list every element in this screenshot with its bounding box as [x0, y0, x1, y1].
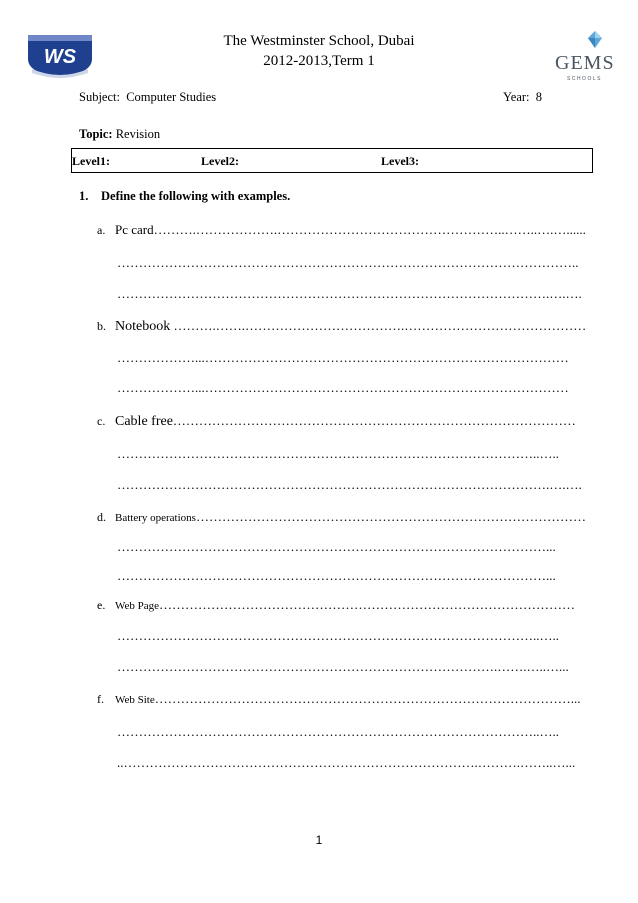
levels-box: [71, 148, 593, 173]
year-label: Year:: [503, 90, 530, 104]
answer-line: ……………………………………………………………………………………...: [154, 691, 581, 706]
answer-line: ……………………………………………………………………………………………..: [117, 255, 579, 270]
item-term: Web Page: [115, 600, 160, 612]
question-number: 1.: [79, 189, 89, 203]
answer-line: ..……………………………………………………………………….……….……..…...: [117, 755, 576, 770]
item-e: [97, 597, 575, 613]
item-letter: c.: [97, 414, 106, 428]
school-title: The Westminster School, Dubai: [223, 33, 415, 49]
item-d: [97, 509, 586, 525]
answer-line: ……………………………………………………………………………………..…..: [117, 724, 559, 739]
answer-line: ……………………………………………………………………………………: [159, 597, 576, 612]
item-term: Pc card: [115, 222, 154, 237]
gems-logo-subtext: SCHOOLS: [567, 76, 602, 82]
item-letter: b.: [97, 319, 106, 333]
page-number: 1: [315, 833, 323, 847]
answer-line: ………………...…………………………………………………………………………: [117, 350, 569, 365]
answer-line: ………………………………………………………………………………………...: [117, 568, 556, 583]
answer-line: …………………………………………………………………………….…….…..…...: [117, 659, 569, 674]
answer-line: …………………………………………………………………………………: [172, 413, 576, 428]
answer-line: ……………………………………………………………………………………….….….: [117, 286, 582, 301]
level-3-label: Level3:: [381, 154, 419, 168]
answer-line: ……………………………………………………………………………………..…..: [117, 446, 559, 461]
item-term: Notebook: [115, 319, 171, 334]
item-letter: f.: [97, 692, 104, 706]
topic-line: [79, 127, 160, 142]
subject-line: [79, 90, 216, 105]
gems-logo-text: GEMS: [555, 52, 615, 74]
item-term: Battery operations: [115, 512, 196, 524]
item-a: [97, 222, 586, 238]
item-b: [97, 318, 586, 335]
item-c: [97, 413, 576, 430]
answer-line: ………………...…………………………………………………………………………: [117, 380, 569, 395]
topic-label: Topic:: [79, 127, 113, 141]
year-line: [503, 90, 542, 105]
item-letter: e.: [97, 598, 106, 612]
answer-line: ……………………………………………………………………………………….….….: [117, 477, 582, 492]
answer-line: ……………………………………………………………………………………..…..: [117, 628, 559, 643]
answer-line: ……….……………….……………………………………………..……..….…......: [153, 222, 586, 237]
level-1-label: Level1:: [72, 154, 110, 168]
term-line: 2012-2013,Term 1: [263, 53, 375, 69]
answer-line: ………………………………………………………………………………: [195, 509, 586, 524]
subject-label: Subject:: [79, 90, 120, 104]
question-text: Define the following with examples.: [101, 189, 291, 203]
item-term: Cable free: [115, 414, 173, 429]
subject-value: Computer Studies: [126, 90, 217, 104]
item-letter: a.: [97, 223, 106, 237]
ws-logo-text: WS: [43, 46, 77, 68]
item-term: Web Site: [115, 694, 155, 706]
item-letter: d.: [97, 510, 106, 524]
year-value: 8: [535, 90, 543, 104]
topic-value: Revision: [115, 127, 161, 141]
item-f: [97, 691, 581, 707]
level-2-label: Level2:: [201, 154, 239, 168]
answer-line: ……….…….……………………………….……………………………………: [173, 318, 587, 333]
question-heading: [79, 189, 290, 204]
answer-line: ………………………………………………………………………………………...: [117, 539, 556, 554]
